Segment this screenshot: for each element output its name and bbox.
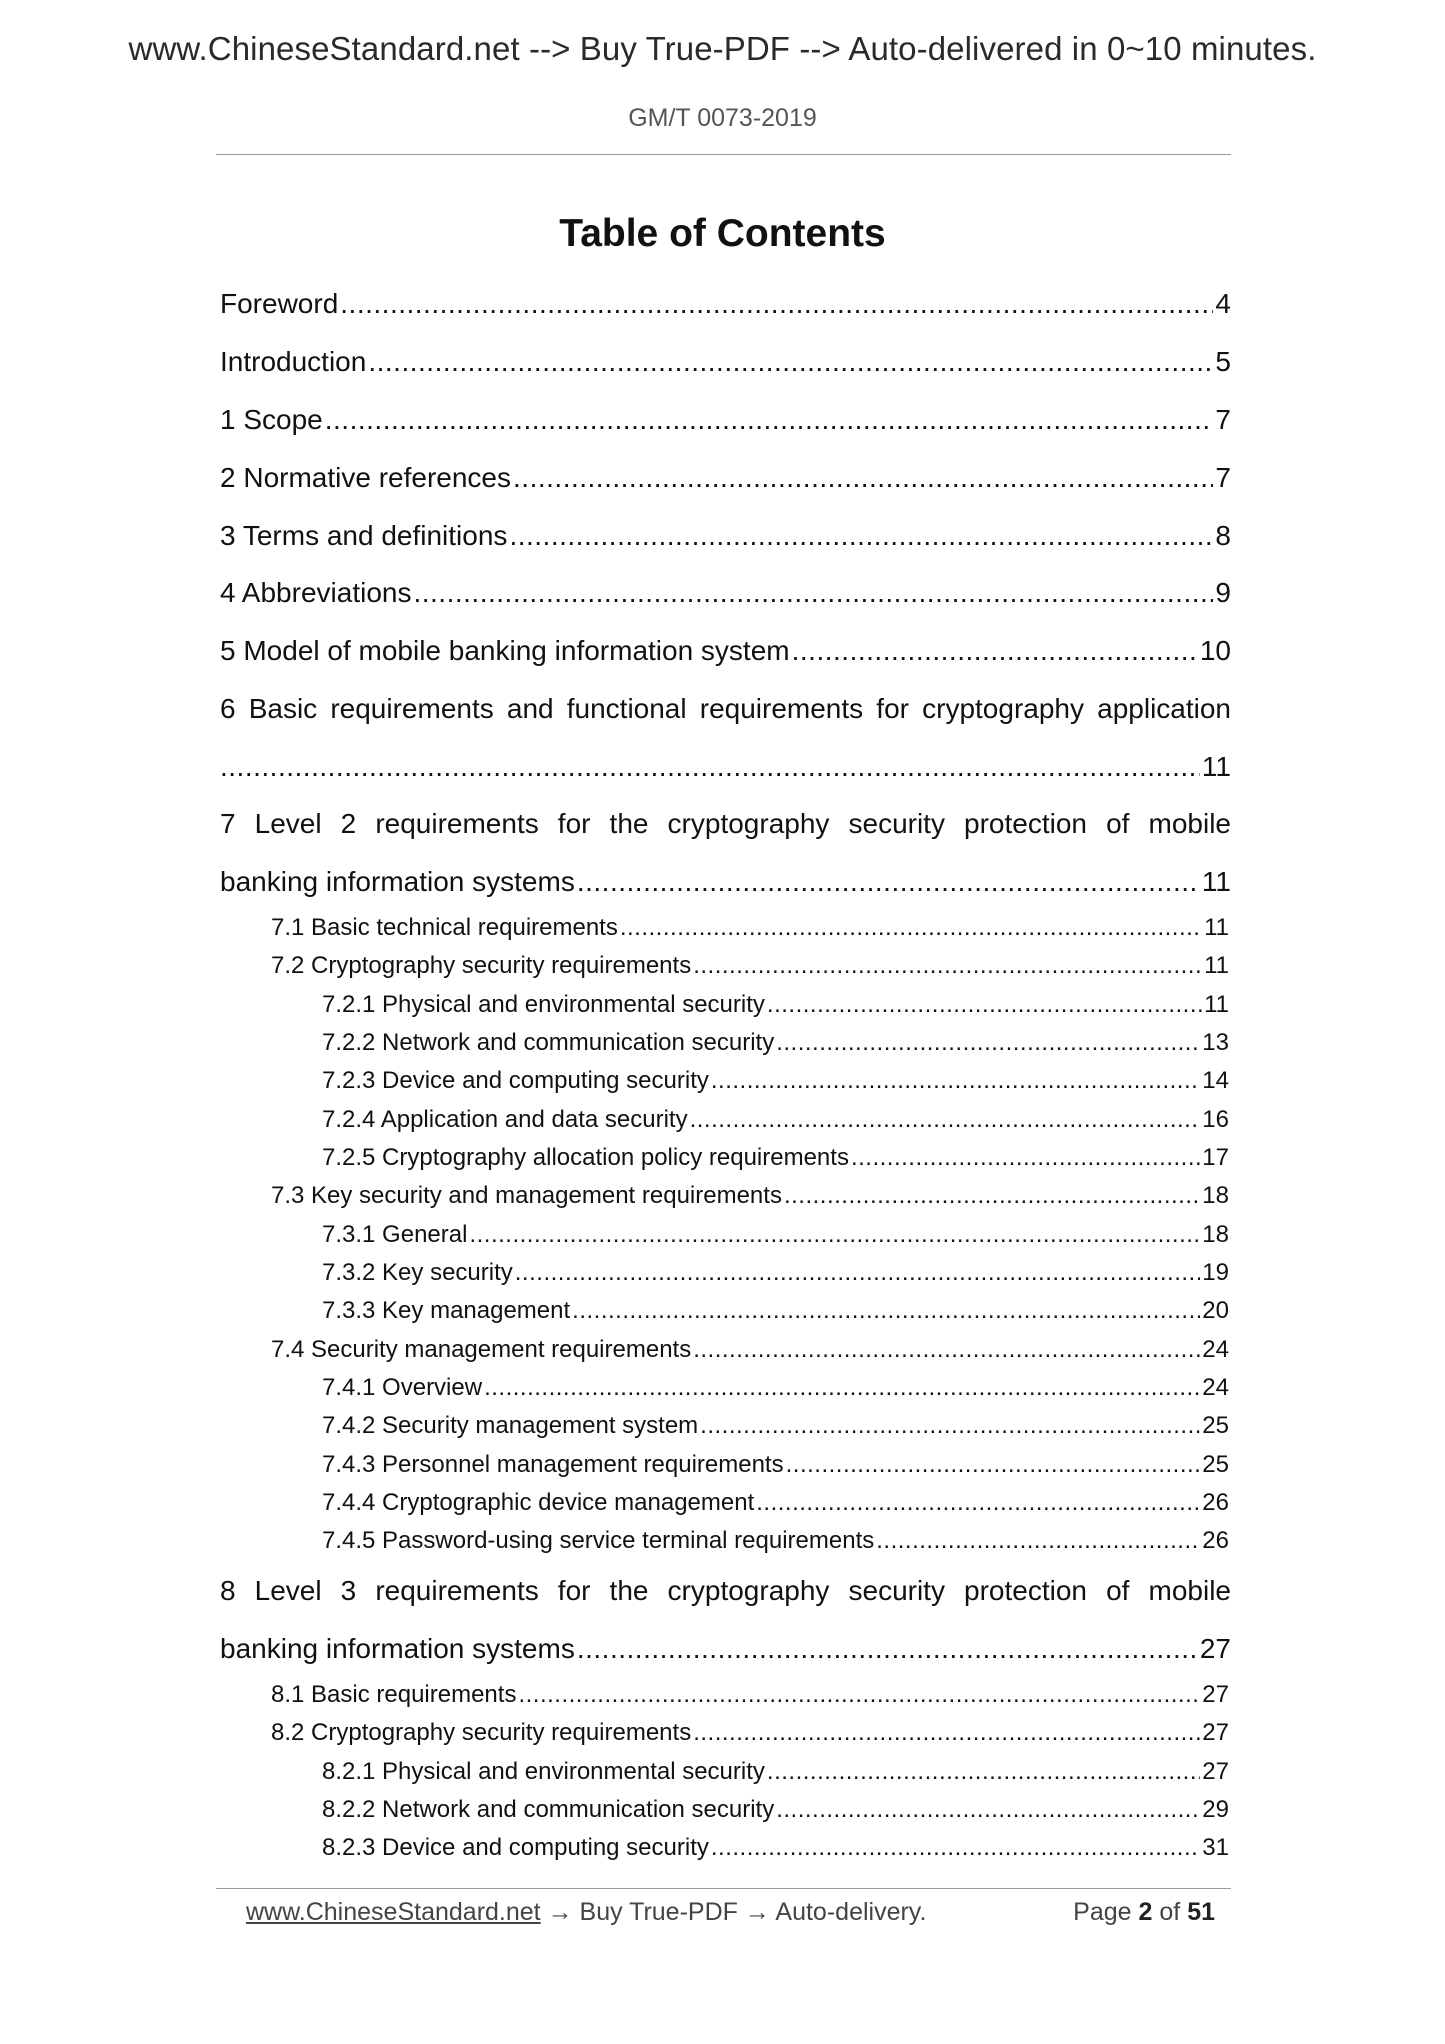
dot-leader <box>711 1067 1200 1095</box>
dot-leader <box>220 751 1200 783</box>
toc-entry-level2[interactable] <box>220 866 1231 898</box>
dot-leader <box>577 1633 1198 1665</box>
toc-entry-8-2-2[interactable] <box>322 1796 1229 1824</box>
page-of: of <box>1159 1898 1181 1926</box>
toc-entry-8-2-3[interactable] <box>322 1834 1229 1862</box>
toc-entry-page: 20 <box>1202 1297 1229 1324</box>
dot-leader <box>776 1796 1200 1824</box>
toc-entry-page: 27 <box>1199 1633 1231 1664</box>
toc-entry-7-2-2[interactable] <box>322 1029 1229 1057</box>
toc-entry-label: 8.2.2 Network and communication security <box>322 1796 775 1823</box>
toc-entry-page: 16 <box>1202 1106 1229 1133</box>
toc-entry-page: 4 <box>1215 288 1231 319</box>
dot-leader <box>776 1029 1200 1057</box>
toc-entry-label: 7.3.1 General <box>322 1221 468 1248</box>
toc-entry-7-4-2[interactable] <box>322 1412 1229 1440</box>
toc-entry-page: 7 <box>1215 462 1231 493</box>
toc-entry-page: 26 <box>1202 1527 1229 1554</box>
toc-entry-label: 7.2.2 Network and communication security <box>322 1029 775 1056</box>
toc-entry-page: 27 <box>1202 1758 1229 1785</box>
toc-entry-page: 10 <box>1199 635 1231 666</box>
toc-entry-7-3-1[interactable] <box>322 1221 1229 1249</box>
toc-entry-page: 29 <box>1202 1796 1229 1823</box>
toc-entry-page: 11 <box>1204 914 1229 941</box>
toc-entry-label: 7.2.3 Device and computing security <box>322 1067 709 1094</box>
dot-leader <box>711 1834 1200 1862</box>
toc-entry-page: 11 <box>1204 991 1229 1018</box>
toc-entry-normative-references[interactable] <box>220 462 1231 494</box>
page-total: 51 <box>1187 1898 1215 1926</box>
dot-leader <box>693 952 1202 980</box>
toc-entry-label: 1 Scope <box>220 404 323 435</box>
toc-entry-8-2-1[interactable] <box>322 1758 1229 1786</box>
toc-entry-label: 7.2 Cryptography security requirements <box>271 952 692 979</box>
dot-leader <box>792 635 1198 667</box>
toc-entry-label: 3 Terms and definitions <box>220 520 508 551</box>
dot-leader <box>700 1412 1200 1440</box>
toc-entry-label: 7.3.2 Key security <box>322 1259 513 1286</box>
toc-entry-7-2-5[interactable] <box>322 1144 1229 1172</box>
footer-promo <box>246 1898 926 1927</box>
dot-leader <box>784 1182 1200 1210</box>
toc-entry-7-3-3[interactable] <box>322 1297 1229 1325</box>
toc-entry-8-1[interactable] <box>271 1681 1229 1709</box>
top-banner: www.ChineseStandard.net --> Buy True-PDF --> Auto-delivered in 0~10 minutes. <box>128 30 1317 67</box>
toc-entry-label: 8.2.3 Device and computing security <box>322 1834 709 1861</box>
toc-entry-page: 27 <box>1202 1719 1229 1746</box>
toc-entry-label: 7.2.4 Application and data security <box>322 1106 688 1133</box>
dot-leader <box>693 1336 1200 1364</box>
toc-entry-page: 11 <box>1201 751 1231 782</box>
dot-leader <box>767 991 1202 1019</box>
dot-leader <box>515 1259 1201 1287</box>
dot-leader <box>851 1144 1200 1172</box>
toc-heading: Table of Contents <box>559 212 886 255</box>
toc-entry-7-4-4[interactable] <box>322 1489 1229 1517</box>
toc-entry-label: Introduction <box>220 346 367 377</box>
page-indicator <box>1073 1898 1215 1927</box>
toc-entry-foreword[interactable] <box>220 288 1231 320</box>
toc-entry-7-1[interactable] <box>271 914 1229 942</box>
header-divider <box>216 154 1231 155</box>
toc-entry-page: 19 <box>1202 1259 1229 1286</box>
toc-entry-label: 7.2.5 Cryptography allocation policy requirements <box>322 1144 849 1171</box>
toc-entry-label: 8.1 Basic requirements <box>271 1681 517 1708</box>
page-word: Page <box>1073 1898 1132 1926</box>
toc-entry-label: 7.1 Basic technical requirements <box>271 914 618 941</box>
footer-divider <box>216 1888 1231 1889</box>
toc-entry-page: 25 <box>1202 1451 1229 1478</box>
toc-entry-page: 9 <box>1215 577 1231 608</box>
toc-entry-page: 27 <box>1202 1681 1229 1708</box>
toc-entry-page: 8 <box>1215 520 1231 551</box>
toc-entry-scope[interactable] <box>220 404 1231 436</box>
toc-entry-label: banking information systems <box>220 866 575 897</box>
page-current: 2 <box>1138 1898 1153 1926</box>
toc-entry-label: 7.4 Security management requirements <box>271 1336 692 1363</box>
toc-entry-page: 24 <box>1202 1336 1229 1363</box>
toc-entry-page: 18 <box>1202 1182 1229 1209</box>
toc-entry-label: 8.2 Cryptography security requirements <box>271 1719 692 1746</box>
toc-entry-basic-requirements-line1[interactable]: 6 Basic requirements and functional requirements for cryptography application <box>220 693 1231 724</box>
toc-entry-label: 7.4.5 Password-using service terminal requirements <box>322 1527 875 1554</box>
toc-entry-label: 7.4.2 Security management system <box>322 1412 699 1439</box>
dot-leader <box>340 288 1213 320</box>
toc-entry-label: 7.4.4 Cryptographic device management <box>322 1489 755 1516</box>
toc-entry-page: 13 <box>1202 1029 1229 1056</box>
toc-entry-page: 26 <box>1202 1489 1229 1516</box>
toc-entry-page: 24 <box>1202 1374 1229 1401</box>
toc-entry-page: 17 <box>1202 1144 1229 1171</box>
dot-leader <box>509 520 1213 552</box>
dot-leader <box>620 914 1202 942</box>
toc-entry-7-3[interactable] <box>271 1182 1229 1210</box>
toc-entry-7-4[interactable] <box>271 1336 1229 1364</box>
toc-entry-introduction[interactable] <box>220 346 1231 378</box>
toc-entry-label: 7.2.1 Physical and environmental security <box>322 991 765 1018</box>
toc-entry-label: 7.3.3 Key management <box>322 1297 571 1324</box>
toc-entry-page: 11 <box>1204 952 1229 979</box>
toc-entry-label: 2 Normative references <box>220 462 512 493</box>
footer-site-link[interactable]: www.ChineseStandard.net <box>246 1898 541 1926</box>
page-footer <box>246 1898 1215 1927</box>
dot-leader <box>368 346 1213 378</box>
toc-entry-level3[interactable] <box>220 1633 1231 1665</box>
toc-entry-7-2-3[interactable] <box>322 1067 1229 1095</box>
dot-leader <box>518 1681 1200 1709</box>
toc-entry-7-4-3[interactable] <box>322 1451 1229 1479</box>
toc-entry-label: 7.4.3 Personnel management requirements <box>322 1451 784 1478</box>
toc-entry-page: 11 <box>1201 866 1231 897</box>
toc-entry-page: 18 <box>1202 1221 1229 1248</box>
toc-entry-page: 5 <box>1215 346 1231 377</box>
dot-leader <box>325 404 1214 436</box>
toc-entry-7-2-4[interactable] <box>322 1106 1229 1134</box>
toc-entry-terms-and-definitions[interactable] <box>220 520 1231 552</box>
footer-promo-text: → Buy True-PDF → Auto-delivery. <box>547 1898 927 1926</box>
toc-entry-label: 4 Abbreviations <box>220 577 412 608</box>
toc-entry-8-2[interactable] <box>271 1719 1229 1747</box>
toc-entry-level2-line1[interactable]: 7 Level 2 requirements for the cryptography security protection of mobile <box>220 808 1231 839</box>
dot-leader <box>690 1106 1201 1134</box>
toc-entry-7-4-5[interactable] <box>322 1527 1229 1555</box>
dot-leader <box>572 1297 1200 1325</box>
toc-entry-label: 8.2.1 Physical and environmental security <box>322 1758 765 1785</box>
toc-entry-abbreviations[interactable] <box>220 577 1231 609</box>
dot-leader <box>693 1719 1200 1747</box>
toc-entry-7-3-2[interactable] <box>322 1259 1229 1287</box>
toc-entry-page: 31 <box>1202 1834 1229 1861</box>
toc-entry-label: 5 Model of mobile banking information system <box>220 635 790 666</box>
toc-entry-label: 7.4.1 Overview <box>322 1374 483 1401</box>
dot-leader <box>484 1374 1200 1402</box>
document-code: GM/T 0073-2019 <box>628 104 817 132</box>
dot-leader <box>513 462 1213 494</box>
dot-leader <box>413 577 1213 609</box>
dot-leader <box>469 1221 1200 1249</box>
dot-leader <box>767 1758 1200 1786</box>
dot-leader <box>756 1489 1200 1517</box>
toc-entry-7-4-1[interactable] <box>322 1374 1229 1402</box>
toc-entry-page: 7 <box>1215 404 1231 435</box>
dot-leader <box>876 1527 1200 1555</box>
toc-entry-model[interactable] <box>220 635 1231 667</box>
toc-entry-basic-requirements[interactable] <box>220 751 1231 783</box>
toc-entry-label: Foreword <box>220 288 339 319</box>
toc-entry-7-2[interactable] <box>271 952 1229 980</box>
toc-entry-label: 7.3 Key security and management requirements <box>271 1182 782 1209</box>
toc-entry-7-2-1[interactable] <box>322 991 1229 1019</box>
dot-leader <box>786 1451 1201 1479</box>
toc-entry-page: 14 <box>1202 1067 1229 1094</box>
dot-leader <box>577 866 1200 898</box>
toc-entry-page: 25 <box>1202 1412 1229 1439</box>
toc-entry-label: banking information systems <box>220 1633 575 1664</box>
toc-entry-level3-line1[interactable]: 8 Level 3 requirements for the cryptography security protection of mobile <box>220 1575 1231 1606</box>
